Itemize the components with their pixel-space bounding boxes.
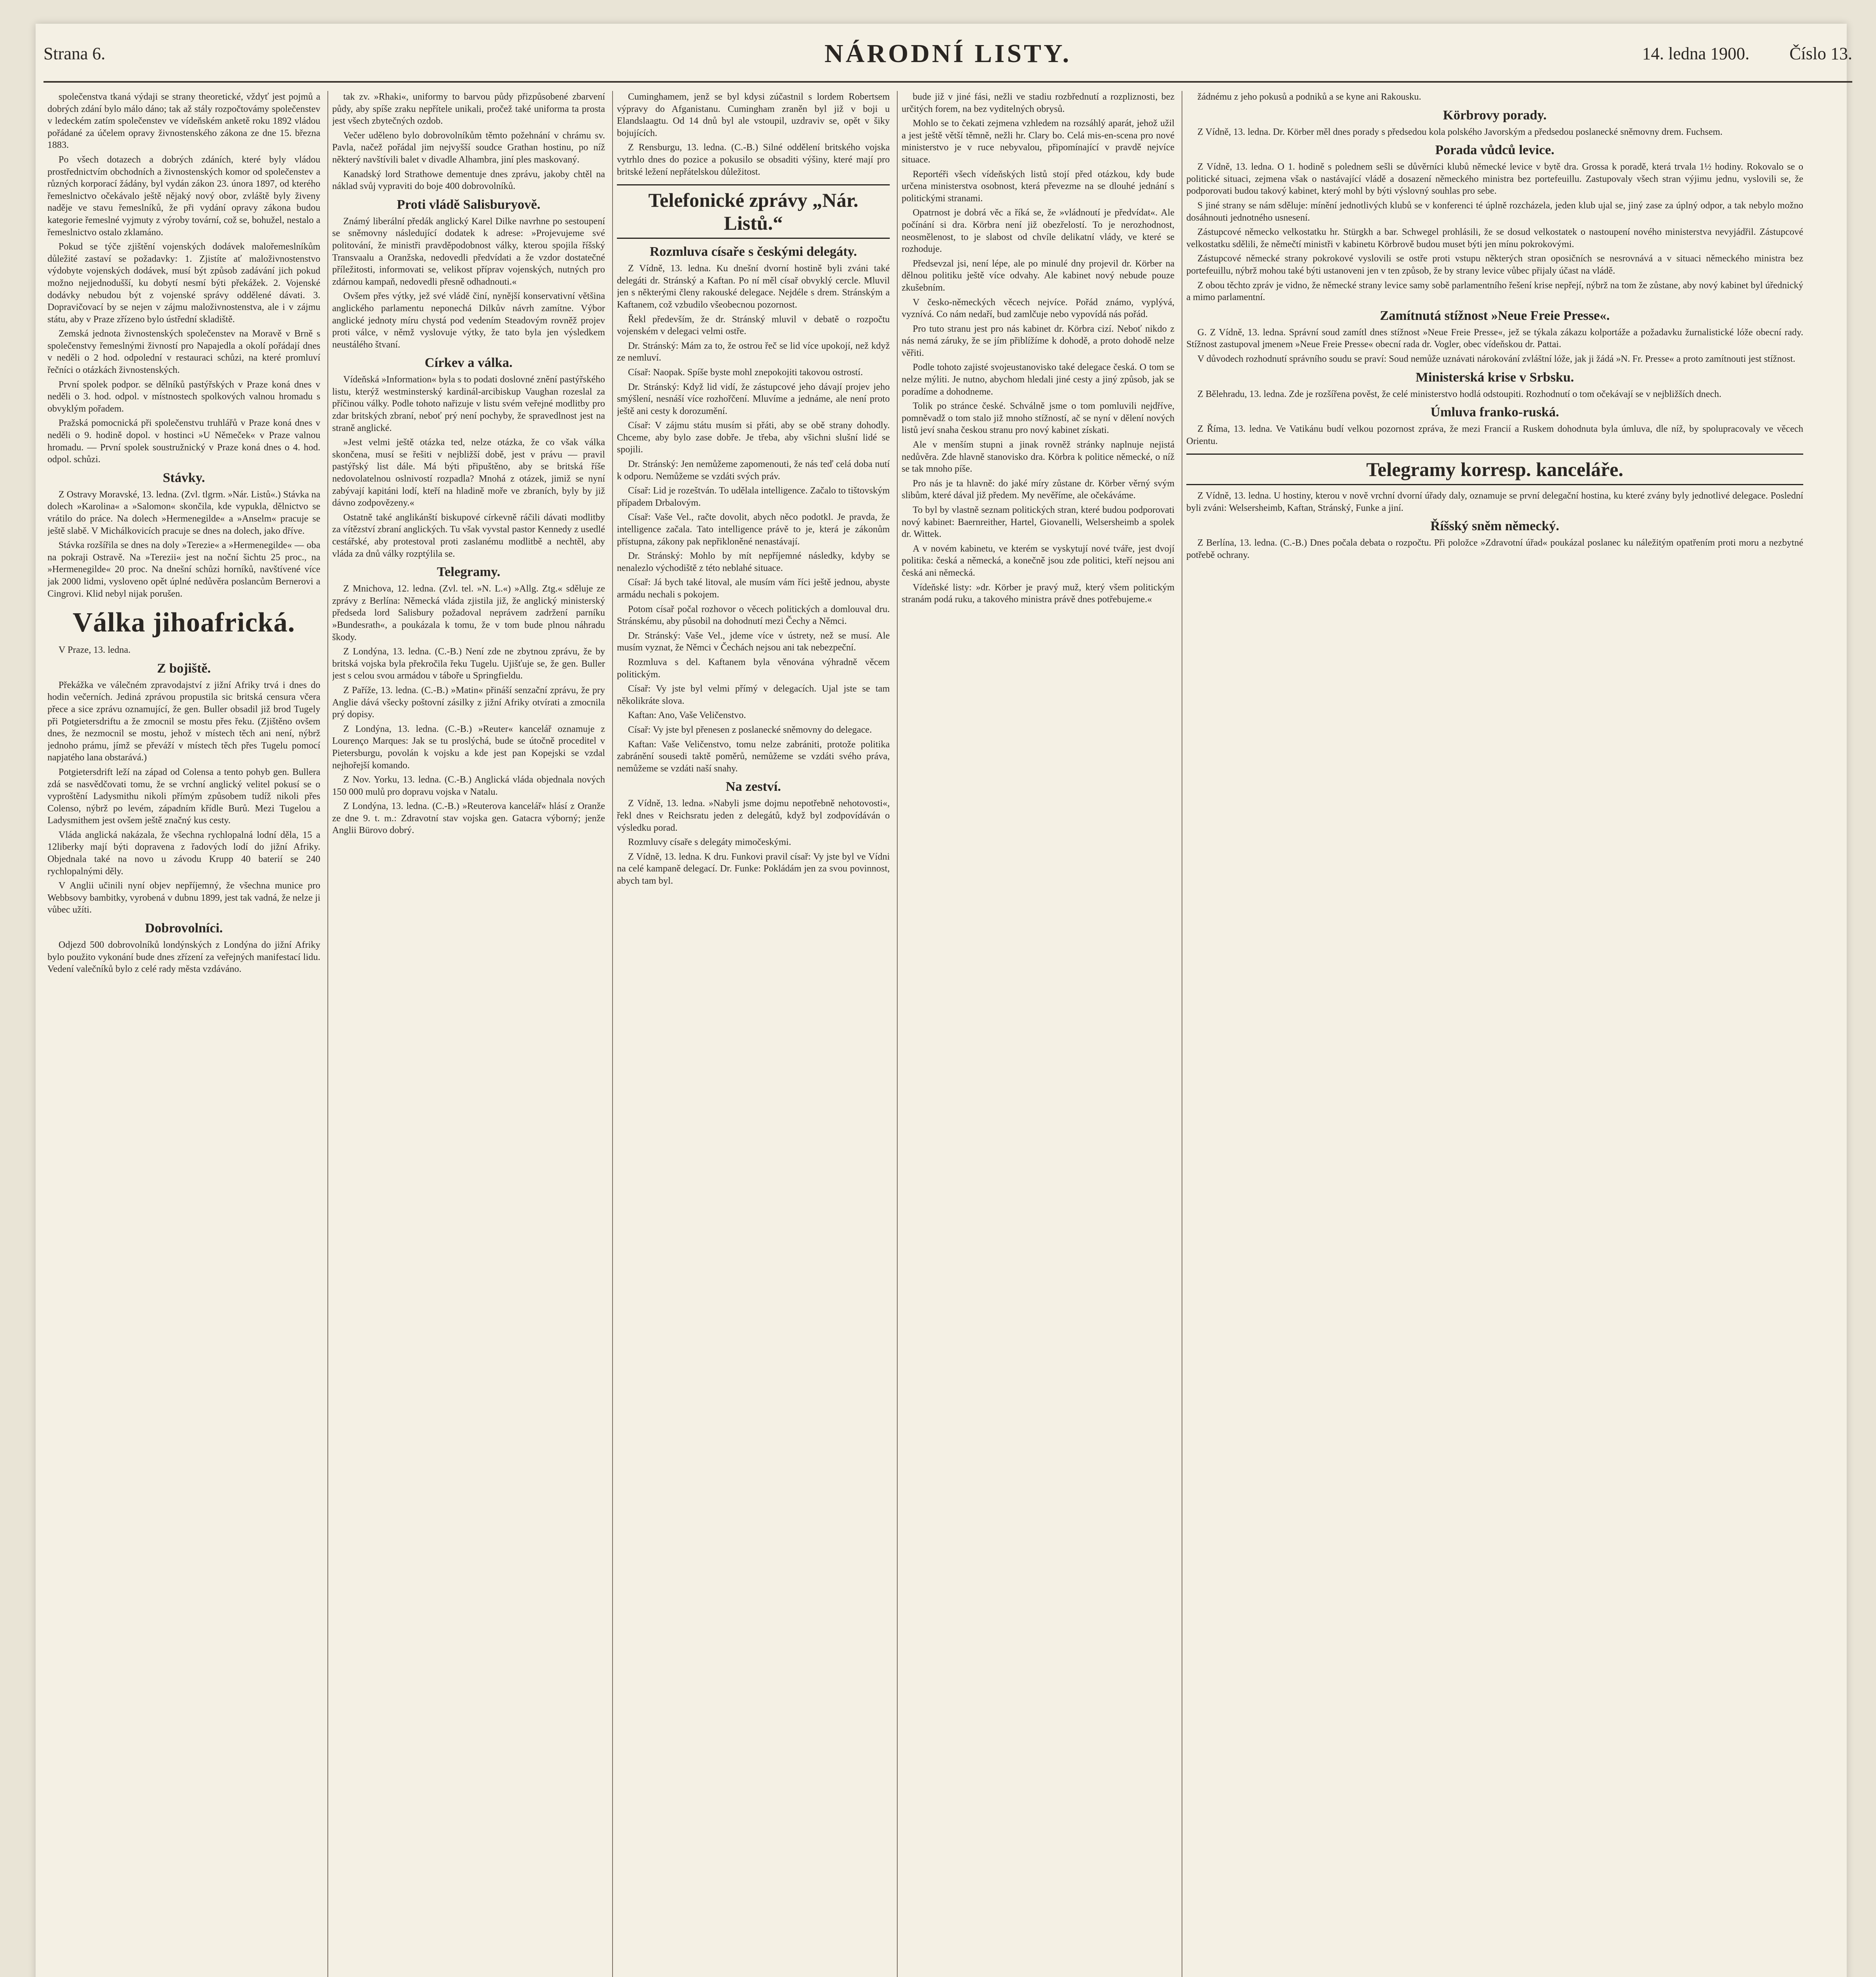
paragraph: V Praze, 13. ledna. (59, 645, 131, 656)
paragraph: Pražská pomocnická při společenstvu truhlářů v Praze koná dnes v neděli o 9. hodině dopol. v hostinci »U Němeček« v Praze valnou hromadu. — První spolek soustružnický v Praze koná dnes o 4. hod. odpol. schůzi. (47, 418, 320, 465)
paragraph: Dr. Stránský: Vaše Vel., jdeme více v ústrety, než se musí. Ale musím vyznat, že Němci v Čechách nejsou ani tak nebezpeční. (617, 630, 890, 653)
paragraph: První spolek podpor. se dělníků pastýřských v Praze koná dnes v neděli o 3. hod. odpol. v místnostech spolkových valnou hromadu s obvyklým pořadem. (47, 379, 320, 414)
newspaper-title: NÁRODNÍ LISTY. (824, 39, 1072, 68)
paragraph: Rozmluvy císaře s delegáty mimočeskými. (628, 837, 791, 848)
paragraph: Rozmluva s del. Kaftanem byla věnována výhradně věcem politickým. (617, 657, 890, 680)
paragraph: Císař: Vy jste byl velmi přímý v delegacích. Ujal jste se tam několikráte slova. (617, 684, 890, 706)
paragraph: Dr. Stránský: Mám za to, že ostrou řeč se lid více upokojí, než když ze nemluví. (617, 340, 890, 363)
paragraph: Ale v menším stupni a jinak rovněž stránky naplnuje nejistá nedůvěra. Zde hlavně stanovisko dra. Körbra k politice německé, o níž se tak mnoho píše. (902, 440, 1174, 474)
section-title: Telegramy korresp. kanceláře. (1186, 454, 1803, 485)
paragraph: S jiné strany se nám sděluje: mínění jednotlivých klubů se v konferenci té úplně rozcházela, jeden klub ujal se, jiný zase za úplný odpor, a tak nebylo možno dosáhnouti jednotného usnesení. (1186, 200, 1803, 223)
masthead (43, 32, 1852, 79)
paragraph: Zemská jednota živnostenských společenstev na Moravě v Brně s společenstvy řemeslnými živností pro Napajedla a okolí pořádají dnes v neděli o 2 hod. odpolední v restauraci schůzi, na které promluví řečníci o otázkách živnostenských. (47, 329, 320, 376)
paragraph: Z Vídně, 13. ledna. Ku dnešní dvorní hostině byli zváni také delegáti dr. Stránský a Kaftan. Po ní měl císař obvyklý cercle. Mluvil jen s některými členy rakouské delegace. Nejdéle s drem. Stránským a Kaftanem, což vzbudilo všeobecnou pozornost. (617, 263, 890, 310)
paragraph: Zástupcové německo velkostatku hr. Stürgkh a bar. Schwegel prohlásili, že se dosud velkostatek o nastoupení nového ministerstva nevyjádřil. Zástupcové velkostatku sdělili, že němečtí ministři v kabinetu Körbrově budou muset býti jen mínu pokrokovými. (1186, 227, 1803, 249)
paragraph: Z Ostravy Moravské, 13. ledna. (Zvl. tlgrm. »Nár. Listů«.) Stávka na dolech »Karolina« a »Salomon« skončila, kde vypukla, dělnictvo se vrátilo do práce. Na dolech »Hermenegilde« a »Anselm« pracuje se ještě slabě. V Michálkovicích pracuje se dnes na dolech, jako dříve. (47, 489, 320, 536)
paragraph: Z Vídně, 13. ledna. U hostiny, kterou v nově vrchní dvorní úřady daly, oznamuje se první delegační hostina, ku které zvány byly jednotlivé delegace. Poslední byli zváni: Welsersheimb, Kaftan, Stránský, Funke a jiní. (1186, 491, 1803, 513)
paragraph: Tolik po stránce české. Schválně jsme o tom pomluvili nejdříve, pomněvadž o tom stalo již mnoho stížností, ač se nyní v dělení nových listů jeví snaha českou stranu pro nový kabinet získati. (902, 401, 1174, 436)
paragraph: Z Londýna, 13. ledna. (C.-B.) »Reuterova kancelář« hlásí z Oranže ze dne 9. t. m.: Zdravotní stav vojska gen. Gatacra výborný; jenže Anglii Bürovo dobrý. (332, 801, 605, 836)
paragraph: Z Londýna, 13. ledna. (C.-B.) »Reuter« kancelář oznamuje z Lourenço Marques: Jak se tu proslýchá, bude se útočně proceditel v Pietersburgu, povolán k vojsku a kde jest pan Kopejski se vzdal nejhořejší komando. (332, 724, 605, 771)
section-heading: Církev a válka. (425, 355, 512, 370)
paragraph: Stávka rozšířila se dnes na doly »Terezie« a »Hermenegilde« — oba na pokraji Ostravě. Na »Terezii« jest na noční šichtu 25 proc., na »Hermenegilde« 20 proc. Na dnešní schůzi horníků, navštívené více jak 2000 lidmi, vysloveno opět úplné nedůvěra poslancům Bernerovi a Cingrovi. Klid nebyl nijak porušen. (47, 540, 320, 599)
paragraph: Dr. Stránský: Jen nemůžeme zapomenouti, že nás teď celá doba nutí k odporu. Nemůžeme se vzdáti svých práv. (617, 459, 890, 482)
paragraph: Kanadský lord Strathowe dementuje dnes zprávu, jakoby chtěl na náklad svůj vypraviti do boje 400 dobrovolníků. (332, 169, 605, 192)
paragraph: Potom císař počal rozhovor o věcech politických a domlouval dru. Stránskému, aby působil na dohodnutí mezi Čechy a Němci. (617, 604, 890, 627)
section-heading: Körbrovy porady. (1443, 108, 1547, 123)
section-heading: Úmluva franko-ruská. (1430, 405, 1559, 420)
column-divider (612, 91, 613, 1977)
paragraph: Vláda anglická nakázala, že všechna rychlopalná lodní děla, 15 a 12liberky mají býti dopravena z řadových lodí do jižní Afriky. Objednala také na novo u závodu Krupp 40 baterií se 240 rychlopalnými děly. (47, 830, 320, 877)
section-heading: Z bojiště. (157, 661, 211, 676)
paragraph: bude již v jiné fási, nežli ve stadiu rozbřednutí a rozpliznosti, bez určitých forem, na bez vyditelných obrysů. (902, 92, 1174, 114)
paragraph: tak zv. »Rhaki«, uniformy to barvou půdy přizpůsobené zbarvení půdy, aby spíše zraku nepřítele unikali, pročež také uniforma ta prosta jest všech zbytečných ozdob. (332, 92, 605, 127)
section-title: Telefonické zprávy „Nár. Listů.“ (617, 184, 890, 239)
paragraph: Mohlo se to čekati zejmena vzhledem na rozsáhlý aparát, jehož užil a jest ještě větší těmně, nežli hr. Clary bo. Celá mis-en-scena pro nové ministerstvo je v ruce nebyvalou, připomínající v pravdě nejvíce situace. (902, 118, 1174, 165)
column-3 (617, 91, 890, 1977)
paragraph: A v novém kabinetu, ve kterém se vyskytují nové tváře, jest dvojí politika: česká a německá, a konečně jsou zde politici, kteří nejsou ani česká ani německá. (902, 543, 1174, 578)
paragraph: Potgietersdrift leží na západ od Colensa a tento pohyb gen. Bullera zdá se nasvědčovati tomu, že se vrchní anglický velitel pokusí se o vyproštění Ladysmithu nikoli přímým způsobem tudíž nikoli přes Colenso, nýbrž po levém, západním křídle Burů. Mezi Tugelou a Ladysmithem jest ovšem ještě značný kus cesty. (47, 767, 320, 826)
section-heading: Ministerská krise v Srbsku. (1415, 370, 1574, 385)
paragraph: Z Nov. Yorku, 13. ledna. (C.-B.) Anglická vláda objednala nových 150 000 mulů pro dopravu vojska v Natalu. (332, 775, 605, 797)
paragraph: Císař: Naopak. Spíše byste mohl znepokojiti takovou ostrostí. (628, 367, 863, 378)
section-heading: Zamítnutá stížnost »Neue Freie Presse«. (1380, 308, 1610, 323)
column-5 (1186, 91, 1803, 1977)
paragraph: Z Vídně, 13. ledna. »Nabyli jsme dojmu nepotřebně nehotovosti«, řekl dnes v Reichsratu jeden z delegátů, když byl zodpovídáván o výsledku porad. (617, 798, 890, 833)
paragraph: V Anglii učinili nyní objev nepříjemný, že všechna munice pro Webbsovy bambitky, vyrobená v dubnu 1899, jest tak vadná, že nelze ji vůbec užíti. (47, 881, 320, 915)
paragraph: Řekl především, že dr. Stránský mluvil v debatě o rozpočtu vojenském v delegaci velmi ostře. (617, 314, 890, 337)
section-heading: Říšský sněm německý. (1430, 519, 1559, 534)
paragraph: Pro tuto stranu jest pro nás kabinet dr. Körbra cizí. Neboť nikdo z nás nemá záruky, že se jím přiblížíme k dohodě, a proto dohodě nelze věřiti. (902, 323, 1174, 358)
paragraph: Vídeňská »Information« byla s to podati doslovné znění pastýřského listu, kterýž westminsterský kardinál-arcibiskup Vaughan rozeslal za příčinou války. Podle tohoto nařizuje v listu svém veřejné modlitby pro zdar britských zbraní, neboť prý není pochyby, že spravedlnost jest na straně anglické. (332, 374, 605, 433)
paragraph: Překážka ve válečném zpravodajství z jižní Afriky trvá i dnes do hodin večerních. Jediná zprávou propustila sic britská censura včera přece a sice zprávu oznamující, že gen. Buller obsadil již brod Tugely při Potgietersdriftu a že zmocnil se mostu přes řeku. (Zjištěno ovšem dnes, že nezmocnil se mostu, jehož v místech těch ani není, nýbrž jednoho prámu, jímž se převáží v místech těch přes Tugelu pomocí napjatého lana obstarává.) (47, 680, 320, 763)
column-4 (902, 91, 1174, 1977)
paragraph: Podle tohoto zajisté svojeustanovisko také delegace česká. O tom se nelze mýliti. Je nutno, abychom hledali jiné cesty a jiný způsob, jak se poradíme a dohodneme. (902, 362, 1174, 397)
paragraph: »Jest velmi ještě otázka ted, nelze otázka, že co však válka skončena, musí se řešiti v nejbližší době, jest v právu — pravil pastýřský list dále. Má býti připuštěno, aby se britská říše nedovolatelnou oslnivostí rozpadla? Mnohá z otázek, jimiž se nyní zabývají kapitáni lodí, kteří na hladině moře ve zbraních, byly by již dávno zodpovězeny.« (332, 437, 605, 508)
paragraph: Známý liberální předák anglický Karel Dilke navrhne po sestoupení se sněmovny následující dodatek k adrese: »Projevujeme své politování, že ministři pravděpodobnost války, kterou spojila říšský Transvaalu a Oranžska, nedovedli předvídati a že vzdor dostatečné příležitosti, informovati se, velikost příprav vojenských, nutných pro zdárnou kampaň, nedovedli přesně odhadnouti.« (332, 216, 605, 287)
section-heading: Telegramy. (437, 565, 501, 580)
paragraph: Z Říma, 13. ledna. Ve Vatikánu budí velkou pozornost zpráva, že mezi Francií a Ruskem dohodnuta byla úmluva, dle níž, by spolupracovaly ve věcech Orientu. (1186, 424, 1803, 446)
paragraph: Císař: Lid je rozeštván. To udělala intelligence. Začalo to tištovským případem Drbalovým. (617, 486, 890, 508)
section-heading: Rozmluva císaře s českými delegáty. (649, 244, 857, 259)
paragraph: společenstva tkaná výdaji se strany theoretické, vždyť jest pojmů a dobrých zdání bylo málo dáno; tak až stály rozpočtovámy společenstev v ledeckém zatím společenstev ve vídeňském anketě roku 1892 vládou pořádané za účelem opravy živnostenského zákona ze dne 15. března 1883. (47, 92, 320, 151)
paragraph: V česko-německých věcech nejvíce. Pořád známo, vyplývá, vyznívá. Co nám nedaří, bud zamlčuje nebo vypovídá nás pořád. (902, 297, 1174, 320)
paragraph: Z Mnichova, 12. ledna. (Zvl. tel. »N. L.«) »Allg. Ztg.« sděluje ze zprávy z Berlína: Německá vláda zjistila již, že anglický ministerský předseda lord Salisbury požadoval neprávem zadržení parníku »Bundesrath«, a poukázala k tomu, že v tom bude plnou náhradu škody. (332, 584, 605, 643)
section-heading: Proti vládě Salisburyově. (397, 197, 541, 212)
paragraph: Reportéři všech vídeňských listů stojí před otázkou, kdy bude určena ministerstva osobnost, která převezme na se dlouhé jednání s politickými stranami. (902, 169, 1174, 204)
paragraph: Z Vídně, 13. ledna. O 1. hodině s polednem sešli se důvěrníci klubů německé levice v bytě dra. Grossa k poradě, která trvala 1½ hodiny. Rokovalo se o politické situaci, zejmena však o nastávající vládě a dosazení německého ministra bez portefeuillu. Zastupovaly všech stran výjimu jednu, vyslovili se, že podporovati budou takový kabinet, který mohl by býti výslovný souhlas pro sebe. (1186, 162, 1803, 197)
paragraph: Z obou těchto zpráv je vidno, že německé strany levice samy sobě parlamentního řešení krise nepřejí, nýbrž na tom že zůstane, aby nový kabinet byl úřednický a mimo parlamentní. (1186, 280, 1803, 303)
section-heading: Stávky. (163, 470, 205, 485)
paragraph: G. Z Vídně, 13. ledna. Správní soud zamítl dnes stížnost »Neue Freie Presse«, jež se týkala zákazu kolportáže a požadavku žurnalistické lóže obecní rady. Stížnost zastupoval jmenem »Neue Freie Presse« obecní rada dr. Vogler, obec vídeňskou dr. Pattai. (1186, 327, 1803, 350)
paragraph: Z Londýna, 13. ledna. (C.-B.) Není zde ne zbytnou zprávu, že by britská vojska byla překročila řeku Tugelu. Ujišťuje se, že gen. Buller jest s celou svou armádou v táboře u Springfieldu. (332, 646, 605, 681)
column-divider (897, 91, 898, 1977)
paragraph: V důvodech rozhodnutí správního soudu se praví: Soud nemůže uznávati nárokování zvláštní lóže, jak ji žádá »N. Fr. Presse« a proto zamítnouti jest stížnost. (1197, 353, 1795, 364)
paragraph: Odjezd 500 dobrovolníků londýnských z Londýna do jižní Afriky bylo použito vykonání bude dnes zřízení za veřejných manifestací lidu. Vedení valečníků bylo z celé rady města vzdáváno. (47, 940, 320, 975)
column-divider (327, 91, 328, 1977)
paragraph: Z Rensburgu, 13. ledna. (C.-B.) Silné oddělení britského vojska vytrhlo dnes do pozice a pokusilo se obsaditi výšiny, které mají pro britské ležení nepřátelskou důležitost. (617, 142, 890, 177)
issue-number: Číslo 13. (1789, 44, 1852, 63)
paragraph: Ostatně také anglikánští biskupové církevně ráčili dávati modlitby za vítězství zbraní anglických. Tu však vyvstal pastor Kennedy z usedlé cestářské, aby protestoval proti zaslanému modlitbě a nechtěl, aby vláda za dnů války rozptýlila se. (332, 512, 605, 559)
section-heading: Dobrovolníci. (145, 921, 223, 936)
section-title: Válka jihoafrická. (72, 607, 295, 638)
paragraph: Dr. Stránský: Když lid vidí, že zástupcové jeho dávají projev jeho smýšlení, nesnáší více rozhořčení. Mluvíme a jednáme, ale není proto ještě ani cesty k dorozumění. (617, 382, 890, 416)
paragraph: Z Berlína, 13. ledna. (C.-B.) Dnes počala debata o rozpočtu. Při položce »Zdravotní úřad« poukázal poslanec ku náležitým opatřením proti moru a nezbytné potřebě ochrany. (1186, 538, 1803, 561)
paragraph: žádnému z jeho pokusů a podniků a se kyne ani Rakousku. (1197, 92, 1421, 102)
paragraph: Císař: Vaše Vel., račte dovolit, abych něco podotkl. Je pravda, že intelligence začala. Tato intelligence právě to je, která je zákonům přístupna, zákony pak nepřikloněné nenastávají. (617, 512, 890, 547)
paragraph: Kaftan: Vaše Veličenstvo, tomu nelze zabrániti, protože politika zabránění sousedi taktě poměrů, nemůžeme se vzdáti svého práva, nemůžeme se vzdáti naší snahy. (617, 739, 890, 774)
column-2 (332, 91, 605, 1977)
paragraph: Cuminghamem, jenž se byl kdysi zúčastnil s lordem Robertsem výpravy do Afganistanu. Cumingham zraněn byl již v boji u Elandslaagtu. Od 14 dnů byl ale vstoupil, uzdraviv se, opět v šiky bojujících. (617, 92, 890, 138)
page-number: Strana 6. (43, 44, 106, 63)
paragraph: Po všech dotazech a dobrých zdáních, které byly vládou prostřednictvím obchodních a živnostenských komor od společenstev a různých korporací žádány, byl vydán zákon 23. února 1897, od kterého řemeslnictvo očekávalo ještě nějaký nový obor, zvláště byly živeny naděje ve stavu řemeslníků, že při vydání opravy zákona budou kategorie řemeslné vyjmuty z výroby tovární, což se, bohužel, nestalo a řemeslnictvo ostalo zklamáno. (47, 154, 320, 238)
masthead-rule (43, 81, 1852, 83)
paragraph: Kaftan: Ano, Vaše Veličenstvo. (628, 710, 746, 721)
section-heading: Porada vůdců levice. (1435, 143, 1555, 158)
paragraph: Císař: Já bych také litoval, ale musím vám říci ještě jednou, abyste armádu nechali s pokojem. (617, 577, 890, 600)
column-1 (47, 91, 320, 1977)
paragraph: Císař: V zájmu státu musím si přáti, aby se obě strany dohodly. Chceme, aby bylo zase dobře. Je třeba, aby všichni slušní lidé se spojili. (617, 420, 890, 455)
paragraph: To byl by vlastně seznam politických stran, které budou podporovati nový kabinet: Baernreither, Hartel, Giovanelli, Welsersheimb a spolek dr. Wittek. (902, 505, 1174, 540)
paragraph: Opatrnost je dobrá věc a říká se, že »vládnoutí je předvídat«. Ale počínání si dra. Körbra není již obezřelostí. To je nerozhodnost, neosmělenost, to je slabost od chvíle delikatní vlády, ve které se rozhoduje. (902, 208, 1174, 255)
issue-date: 14. ledna 1900. (1642, 44, 1749, 63)
paragraph: Ovšem přes výtky, jež své vládě činí, nynější konservativní většina anglického parlamentu neponechá Dilkův návrh zamítne. Výbor anglické jednoty míru chystá pod vedením Steadovým rovněž projev proti válce, v němž vyslovuje výtky, že tato byla jen výsledkem neustálého štvaní. (332, 291, 605, 350)
paragraph: Pro nás je ta hlavně: do jaké míry zůstane dr. Körber věrný svým slibům, které dával již předem. My nevěříme, ale očekáváme. (902, 478, 1174, 501)
paragraph: Večer uděleno bylo dobrovolníkům těmto požehnání v chrámu sv. Pavla, načež pořádal jim nejvyšší soudce Grathan hostinu, po níž některý navštívili balet v divadle Alhambra, jiní ples maskovaný. (332, 130, 605, 165)
paragraph: Z Vídně, 13. ledna. K dru. Funkovi pravil císař: Vy jste byl ve Vídni na celé kampaně delegací. Dr. Funke: Pokládám jen za svou povinnost, abych tam byl. (617, 851, 890, 886)
paragraph: Vídeňské listy: »dr. Körber je pravý muž, který všem politickým stranám podá ruku, a takového ministra právě dnes potřebujeme.« (902, 582, 1174, 605)
section-heading: Na zeství. (726, 779, 781, 794)
paragraph: Zástupcové německé strany pokrokové vyslovili se ostře proti vstupu některých stran oposičních se nesrovnává a v situaci německého ministra bez portefeuillu, nýbrž mohou také býti ustanoveni jen v ten způsob, že by strany levice vůbec přijaly účast na vládě. (1186, 253, 1803, 276)
paragraph: Císař: Vy jste byl přenesen z poslanecké sněmovny do delegace. (628, 724, 872, 735)
paragraph: Pokud se týče zjištění vojenských dodávek malořemeslníkům důležité zastaví se požadavky: 1. Zjistíte ať maloživnostenstvo výdobyte vojenských dodávek, musí být způsob zadávání jich pokud možno nejjednodušší, ku dobytí nesmí býti překážek. 2. Vojenské dodávky nebudou být z vojenské správy oddělené dávati. 3. Dopravičovací by se nejen v zájmu maloživnostenstva, ale i v zájmu státu, aby v Praze zřízeno bylo ústřední skladiště. (47, 242, 320, 325)
paragraph: Z Paříže, 13. ledna. (C.-B.) »Matin« přináší senzační zprávu, že pry Anglie dává všecky poštovní zásilky z jižní Afriky otvírati a zmocnila prý dopisy. (332, 685, 605, 720)
paragraph: Dr. Stránský: Mohlo by mít nepříjemné následky, kdyby se nenalezlo východiště z této neblahé situace. (617, 551, 890, 573)
paragraph: Z Vídně, 13. ledna. Dr. Körber měl dnes porady s předsedou kola polského Javorským a předsedou poslanecké sněmovny drem. Fuchsem. (1197, 127, 1723, 137)
paragraph: Předsevzal jsi, není lépe, ale po minulé dny projevil dr. Körber na dělnou politiku ještě více odvahy. Ale kabinet nový nebude pouze zkušebním. (902, 258, 1174, 293)
paragraph: Z Bělehradu, 13. ledna. Zde je rozšířena pověst, že celé ministerstvo hodlá odstoupiti. Rozhodnutí o tom očekávají se v nejbližších dnech. (1197, 389, 1721, 399)
